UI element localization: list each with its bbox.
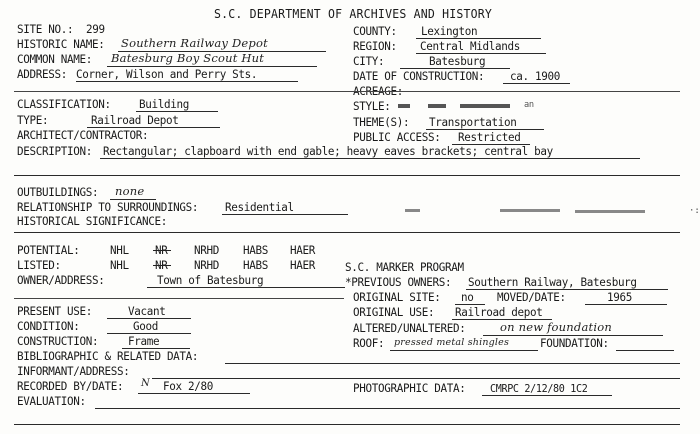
acreage-label: ACREAGE: [353, 84, 403, 98]
relationship-label: RELATIONSHIP TO SURROUNDINGS: [17, 200, 199, 214]
evaluation-underline [95, 408, 680, 409]
architect-label: ARCHITECT/CONTRACTOR: [17, 128, 149, 142]
previous-owners-value: Southern Railway, Batesburg [468, 275, 637, 289]
present-use-value: Vacant [128, 304, 166, 318]
potential-label: POTENTIAL: [17, 243, 80, 257]
significance-label: HISTORICAL SIGNIFICANCE: [17, 214, 167, 228]
significance-continuation-line [14, 232, 680, 233]
listed-habs: HABS [243, 258, 268, 272]
informant-underline [152, 378, 680, 379]
classification-label: CLASSIFICATION: [17, 97, 111, 111]
condition-label: CONDITION: [17, 319, 80, 333]
description-continuation-line [14, 175, 680, 176]
form-title: S.C. DEPARTMENT OF ARCHIVES AND HISTORY [214, 7, 492, 21]
scan-speck: ·: [689, 206, 700, 216]
evaluation-continuation-line [14, 424, 680, 425]
original-use-label: ORIGINAL USE: [353, 305, 435, 319]
address-value: Corner, Wilson and Perry Sts. [76, 67, 258, 81]
relationship-value: Residential [225, 200, 294, 214]
county-label: COUNTY: [353, 24, 397, 38]
city-label: CITY: [353, 54, 385, 68]
redaction-mark [428, 104, 446, 108]
moved-date-label: MOVED/DATE: [497, 290, 566, 304]
common-name-label: COMMON NAME: [17, 52, 92, 66]
description-label: DESCRIPTION: [17, 144, 92, 158]
present-use-label: PRESENT USE: [17, 304, 92, 318]
style-label: STYLE: [353, 99, 391, 113]
redaction-mark [405, 209, 420, 212]
address-underline [76, 81, 298, 82]
outbuildings-value: none [115, 184, 145, 198]
potential-nr: NR [155, 243, 168, 257]
previous-owners-label: *PREVIOUS OWNERS: [345, 275, 452, 289]
bibliographic-underline [225, 363, 680, 364]
marker-program-label: S.C. MARKER PROGRAM [345, 260, 464, 274]
public-access-label: PUBLIC ACCESS: [353, 130, 441, 144]
moved-date-value: 1965 [607, 290, 632, 304]
region-value: Central Midlands [420, 39, 520, 53]
potential-haer: HAER [290, 243, 315, 257]
public-access-value: Restricted [458, 130, 521, 144]
style-residue: an [524, 100, 534, 110]
construction-label: CONSTRUCTION: [17, 334, 99, 348]
date-construction-value: ca. 1900 [510, 69, 560, 83]
section-divider [14, 91, 680, 92]
historic-name-value: Southern Railway Depot [121, 36, 268, 50]
themes-label: THEME(S): [353, 115, 410, 129]
recorded-by-value: Fox 2/80 [163, 379, 213, 393]
potential-nhl: NHL [110, 243, 129, 257]
owner-value: Town of Batesburg [157, 273, 264, 287]
recorded-by-underline [138, 393, 250, 394]
listed-nhl: NHL [110, 258, 129, 272]
type-value: Railroad Depot [91, 113, 179, 127]
themes-value: Transportation [429, 115, 517, 129]
original-use-value: Railroad depot [455, 305, 543, 319]
city-value: Batesburg [429, 54, 486, 68]
moved-date-underline [585, 304, 667, 305]
altered-label: ALTERED/UNALTERED: [353, 321, 466, 335]
informant-label: INFORMANT/ADDRESS: [17, 364, 130, 378]
photographic-value: CMRPC 2/12/80 1C2 [490, 383, 588, 395]
classification-value: Building [139, 97, 189, 111]
site-no-label: SITE NO.: [17, 22, 74, 36]
potential-habs: HABS [243, 243, 268, 257]
date-construction-label: DATE OF CONSTRUCTION: [353, 69, 485, 83]
redaction-mark [575, 210, 645, 213]
construction-value: Frame [128, 334, 160, 348]
listed-nrhd: NRHD [194, 258, 219, 272]
date-construction-underline [503, 83, 570, 84]
county-value: Lexington [421, 24, 478, 38]
redaction-mark [500, 209, 560, 212]
historic-name-label: HISTORIC NAME: [17, 37, 105, 51]
photographic-underline [482, 395, 612, 396]
common-name-value: Batesburg Boy Scout Hut [111, 51, 265, 65]
photographic-label: PHOTOGRAPHIC DATA: [353, 381, 466, 395]
redaction-mark [398, 104, 410, 108]
foundation-label: FOUNDATION: [540, 336, 609, 350]
recorded-by-label: RECORDED BY/DATE: [17, 379, 124, 393]
region-label: REGION: [353, 39, 397, 53]
potential-nr-strike [153, 250, 171, 251]
foundation-underline [616, 350, 674, 351]
recorded-by-initials: N [141, 378, 150, 389]
bibliographic-label: BIBLIOGRAPHIC & RELATED DATA: [17, 349, 199, 363]
original-site-label: ORIGINAL SITE: [353, 290, 441, 304]
altered-value: on new foundation [500, 320, 612, 334]
listed-nr-strike [153, 265, 171, 266]
relationship-underline [222, 214, 348, 215]
roof-value: pressed metal shingles [394, 337, 510, 348]
classification-underline [136, 111, 218, 112]
listed-haer: HAER [290, 258, 315, 272]
owner-label: OWNER/ADDRESS: [17, 273, 105, 287]
description-underline [100, 158, 640, 159]
listed-label: LISTED: [17, 258, 61, 272]
type-label: TYPE: [17, 113, 49, 127]
address-label: ADDRESS: [17, 67, 67, 81]
roof-label: ROOF: [353, 336, 385, 350]
description-value: Rectangular; clapboard with end gable; heavy eaves brackets; central bay [103, 144, 553, 158]
redaction-mark [460, 104, 510, 108]
listed-nr: NR [155, 258, 168, 272]
roof-underline [390, 350, 538, 351]
potential-nrhd: NRHD [194, 243, 219, 257]
outbuildings-label: OUTBUILDINGS: [17, 185, 99, 199]
site-no-value: 299 [86, 22, 105, 36]
section-divider [14, 298, 344, 299]
original-site-value: no [461, 290, 474, 304]
condition-value: Good [133, 319, 158, 333]
owner-underline [147, 287, 345, 288]
evaluation-label: EVALUATION: [17, 394, 86, 408]
